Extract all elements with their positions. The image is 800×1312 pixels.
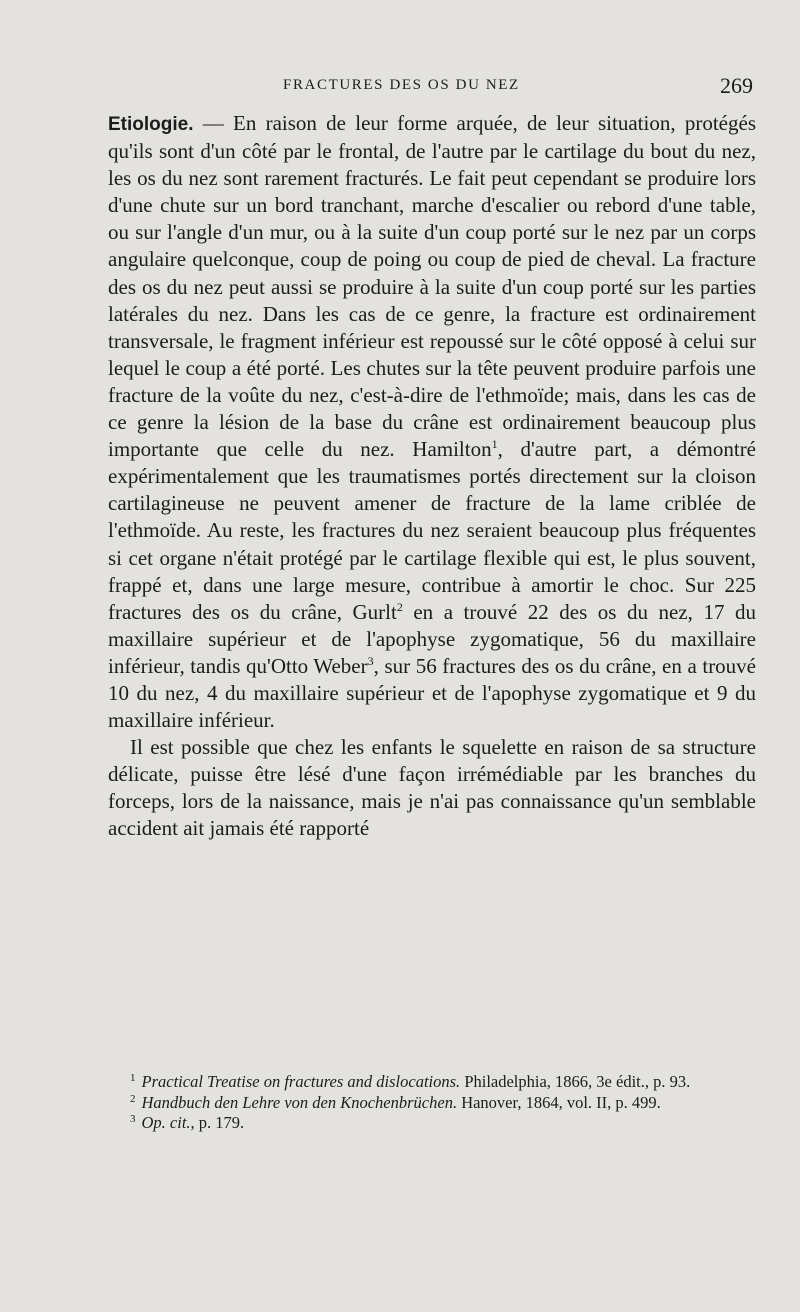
footnote-ref-1: 1 [491, 437, 498, 452]
paragraph-1-text-b: , d'autre part, a démontré expérimentalement que les traumatismes portés directement sur la cloison cartilagineuse ne peuvent amener de fracture de la lame criblée de l'ethmoïde. Au reste, les fractures du nez seraient beaucoup plus fréquentes si cet organe n'était protégé par le cartilage flexible qui est, le plus souvent, frappé et, dans une large mesure, contribue à amortir le choc. Sur 225 fractures des os du crâne, Gurlt [108, 437, 757, 624]
paragraph-2: Il est possible que chez les enfants le squelette en raison de sa structure délicate, puisse être lésé d'une façon irrémédiable par les branches du forceps, lors de la naissance, mais je n'ai pas connaissance qu'un semblable accident ait jamais été rapporté [108, 735, 756, 841]
running-head [108, 75, 753, 101]
footnote-details: Philadelphia, 1866, 3e édit., p. 93. [460, 1072, 691, 1091]
footnote-mark: 1 [130, 1072, 136, 1084]
footnote-ref-2: 2 [396, 599, 403, 614]
footnote-mark: 3 [130, 1113, 136, 1125]
footnotes [108, 1072, 756, 1134]
footnote-title: Op. cit. [141, 1113, 191, 1132]
section-lead: Etiologie. [108, 114, 194, 135]
footnote [108, 1113, 756, 1134]
footnote-mark: 2 [130, 1092, 136, 1105]
footnote-details: Hanover, 1864, vol. II, p. 499. [457, 1092, 661, 1112]
running-title: FRACTURES DES OS DU NEZ [283, 77, 520, 93]
paragraph-1-text-a: — En raison de leur forme arquée, de leur situation, protégés qu'ils sont d'un côté par le frontal, de l'autre par le cartilage du bout du nez, les os du nez sont rarement fracturés. Le fait peut cependant se produire lors d'une chute sur un bord tranchant, marche d'escalier ou rebord d'une table, ou sur l'angle d'un mur, ou à la suite d'un coup porté sur le nez par un corps angulaire quelconque, coup de poing ou coup de pied de cheval. La fracture des os du nez peut aussi se produire à la suite d'un coup porté sur les parties latérales du nez. Dans les cas de ce genre, la fracture est ordinairement transversale, le fragment inférieur est repoussé sur le côté opposé à celui sur lequel le coup a été porté. Les chutes sur la tête peuvent produire parfois une fracture de la voûte du nez, c'est-à-dire de l'ethmoïde; mais, dans les cas de ce genre la lésion de la base du crâne est ordinairement beaucoup plus importante que celle du nez. Hamilton [108, 111, 756, 462]
footnote-ref-3: 3 [367, 653, 374, 668]
footnote-details: , p. 179. [190, 1113, 245, 1132]
footnote-title: Handbuch den Lehre von den Knochenbrüchen. [141, 1092, 458, 1112]
footnote [108, 1093, 756, 1114]
page-number: 269 [720, 73, 753, 98]
paragraph-1-text-c: en a trouvé 22 des os du nez, 17 du maxillaire supérieur et de l'apophyse zygomatique, 56 du maxillaire inférieur, tandis qu'Otto Weber [108, 599, 756, 678]
footnote [108, 1072, 756, 1093]
paragraph-1 [108, 110, 756, 734]
footnote-title: Practical Treatise on fractures and dislocations. [141, 1072, 461, 1091]
paragraph-1-text-d: , sur 56 fractures des os du crâne, en a trouvé 10 du nez, 4 du maxillaire supérieur et de l'apophyse zygomatique et 9 du maxillaire inférieur. [108, 653, 757, 733]
body-text [108, 110, 756, 843]
